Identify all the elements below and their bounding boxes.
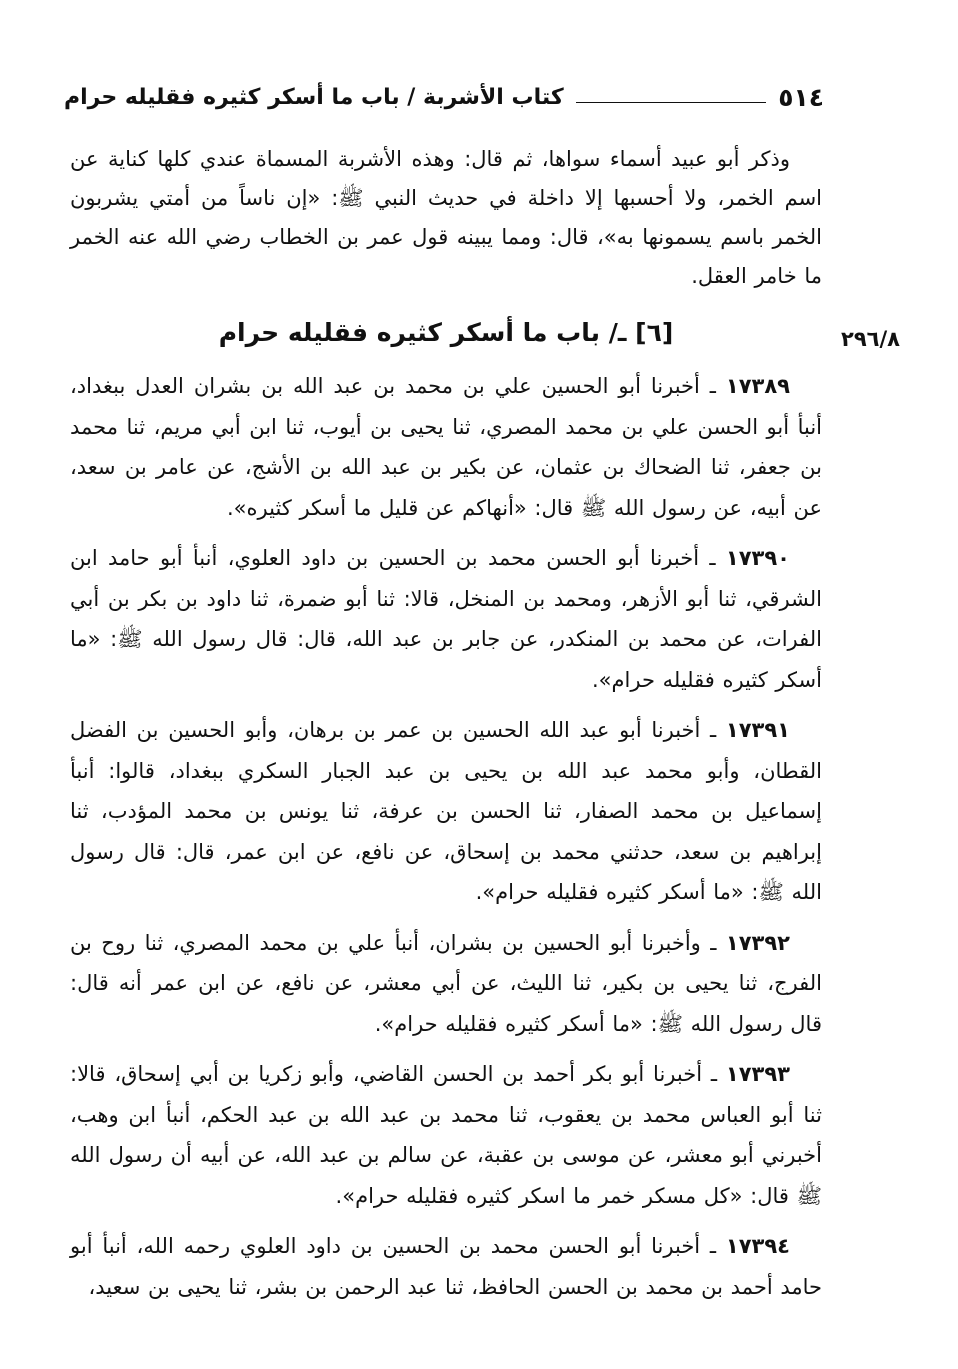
hadith-text: ـ أخبرنا أبو الحسن محمد بن الحسين بن داود العلوي رحمه الله، أنبأ أبو حامد أحمد بن محمد بن الحسن الحافظ، ثنا عبد الرحمن بن بشر، ثنا يحيى بن سعيد،	[70, 1234, 822, 1299]
hadith-list	[70, 366, 822, 1317]
hadith-text: ـ أخبرنا أبو عبد الله الحسين بن عمر بن برهان، وأبو الحسين بن الفضل القطان، وأبو محمد عبد الله بن يحيى بن عبد الجبار السكري ببغداد، قالوا: أنبأ إسماعيل بن محمد الصفار، ثنا الحسن بن عرفة، ثنا يونس بن محمد المؤدب، ثنا إبراهيم بن سعد، حدثني محمد بن إسحاق، عن نافع، عن ابن عمر، قال: قال رسول الله ﷺ: «ما أسكر كثيره فقليله حرام».	[70, 718, 822, 904]
hadith-entry	[70, 923, 822, 1045]
hadith-text: ـ أخبرنا أبو الحسن محمد بن الحسين بن داود العلوي، أنبأ أبو حامد ابن الشرقي، ثنا أبو الأزهر، ومحمد بن المنخل، قالا: ثنا أبو ضمرة، ثنا داود بن بكر بن أبي الفرات، عن محمد بن المنكدر، عن جابر بن عبد الله، قال: قال رسول الله ﷺ: «ما أسكر كثيره فقليله حرام».	[70, 546, 822, 692]
running-title: كتاب الأشربة / باب ما أسكر كثيره فقليله حرام	[64, 84, 564, 110]
running-header	[64, 80, 824, 114]
hadith-number: ١٧٣٩٣	[725, 1062, 790, 1086]
hadith-entry	[70, 1226, 822, 1307]
chapter-heading: [٦] ـ/ باب ما أسكر كثيره فقليله حرام	[218, 318, 674, 347]
header-rule	[576, 102, 767, 103]
hadith-number: ١٧٣٩١	[725, 718, 790, 742]
intro-paragraph: وذكر أبو عبيد أسماء سواها، ثم قال: وهذه الأشربة المسماة عندي كلها كناية عن اسم الخمر، ولا أحسبها إلا داخلة في حديث النبي ﷺ: «إن ناساً من أمتي يشربون الخمر باسم يسمونها به»، قال: ومما يبينه قول عمر بن الخطاب رضي الله عنه الخمر ما خامر العقل.	[70, 147, 822, 288]
hadith-entry	[70, 1054, 822, 1216]
hadith-entry	[70, 710, 822, 913]
margin-volume-page-reference: ٢٩٦/٨	[841, 327, 900, 351]
hadith-text: ـ أخبرنا أبو الحسين علي بن محمد بن عبد الله بن بشران العدل ببغداد، أنبأ أبو الحسن علي بن محمد المصري، ثنا يحيى بن أيوب، ثنا ابن أبي مريم، ثنا محمد بن جعفر، ثنا الضحاك بن عثمان، عن بكير بن عبد الله بن الأشج، عن عامر بن سعد، عن أبيه، عن رسول الله ﷺ قال: «أنهاكم عن قليل ما أسكر كثيره».	[70, 374, 822, 520]
hadith-entry	[70, 366, 822, 528]
hadith-entry	[70, 538, 822, 700]
hadith-text: ـ أخبرنا أبو بكر أحمد بن الحسن القاضي، وأبو زكريا بن أبي إسحاق، قالا: ثنا أبو العباس محمد بن يعقوب، ثنا محمد بن عبد الله بن عبد الحكم، أنبأ ابن وهب، أخبرني أبو معشر، عن موسى بن عقبة، عن سالم بن عبد الله، عن أبيه أن رسول الله ﷺ قال: «كل مسكر خمر ما اسكر كثيره فقليله حرام».	[70, 1062, 822, 1208]
page-number: ٥١٤	[778, 82, 824, 112]
hadith-number: ١٧٣٨٩	[725, 374, 790, 398]
hadith-number: ١٧٣٩٢	[725, 930, 790, 955]
hadith-number: ١٧٣٩٤	[725, 1234, 790, 1258]
hadith-number: ١٧٣٩٠	[725, 546, 790, 570]
hadith-text: ـ وأخبرنا أبو الحسين بن بشران، أنبأ علي بن محمد المصري، ثنا روح بن الفرج، ثنا يحيى بن بكير، ثنا الليث، عن أبي معشر، عن نافع، عن ابن عمر أنه قال: قال رسول الله ﷺ: «ما أسكر كثيره فقليله حرام».	[70, 930, 822, 1036]
